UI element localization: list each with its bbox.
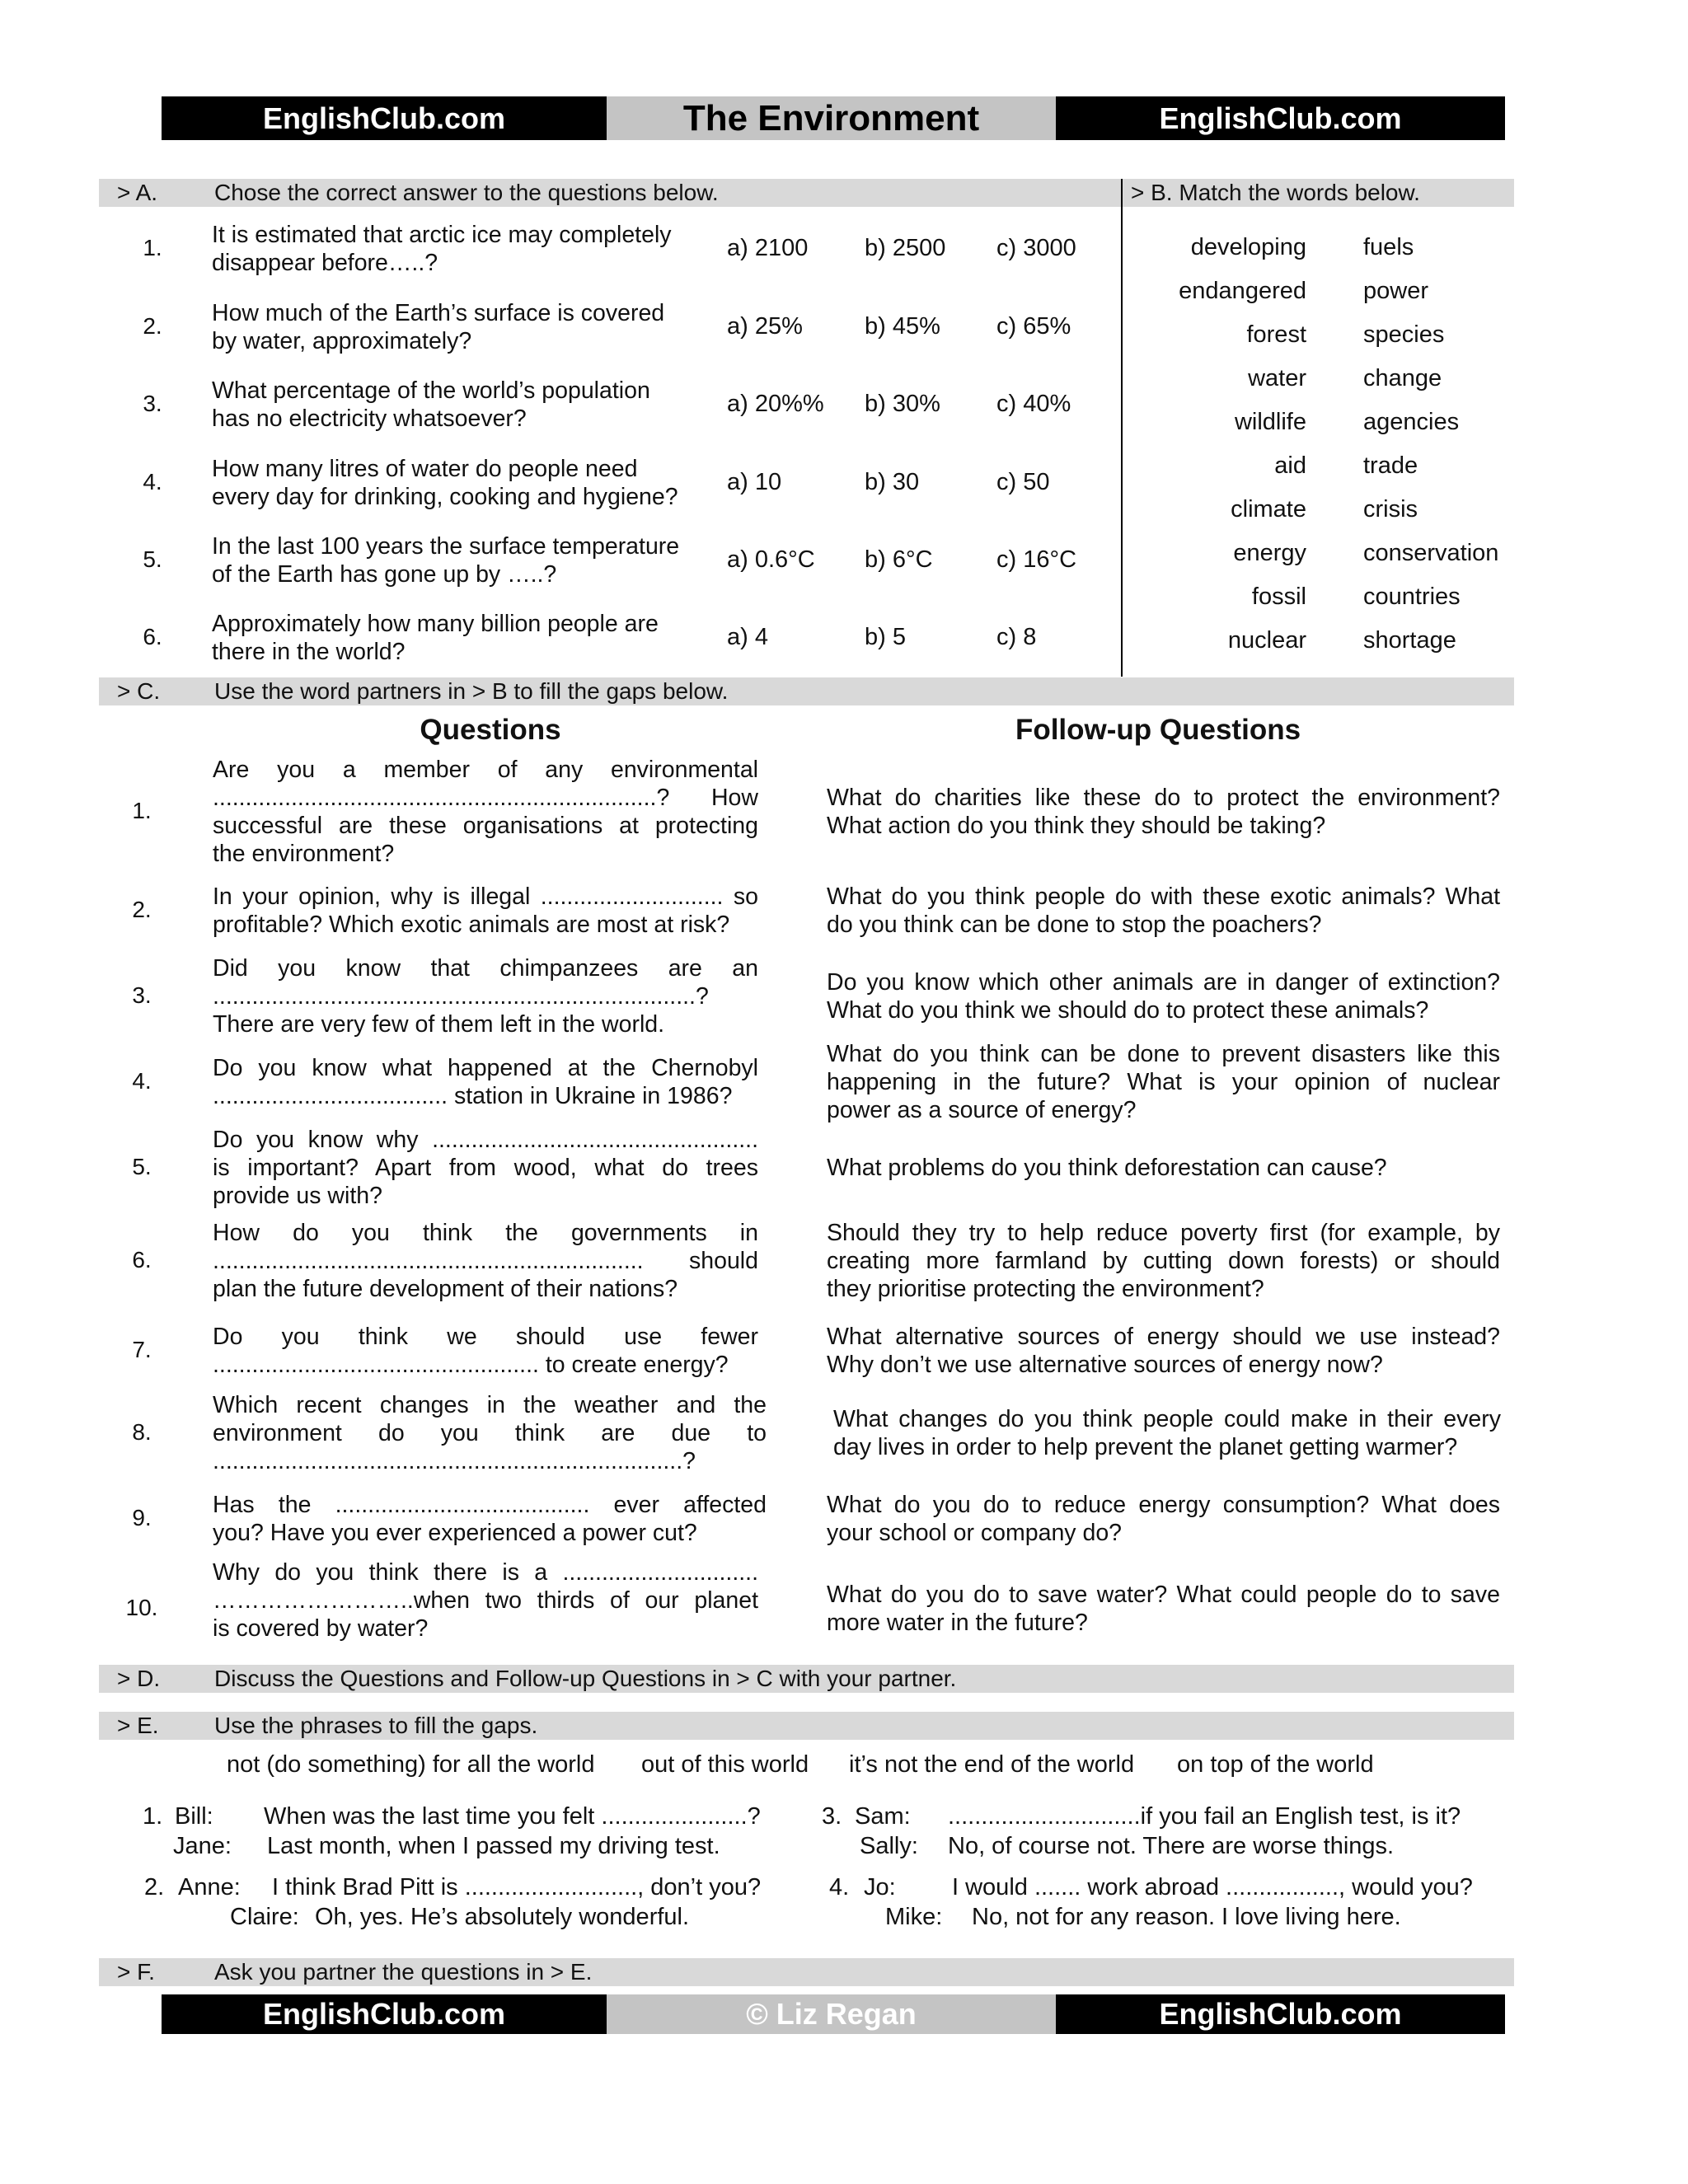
question-line: of the Earth has gone up by …..? — [212, 561, 557, 588]
dialogue-line: When was the last time you felt ......................? — [264, 1803, 761, 1830]
followup-question — [827, 883, 1500, 939]
question-line: .................................... station in Ukraine in 1986? — [213, 1083, 733, 1109]
section-d-band — [99, 1665, 1514, 1693]
answer-option-b[interactable]: b) 6°C — [865, 546, 933, 573]
followup-question — [833, 1405, 1501, 1461]
section-f-tag: > F. — [117, 1959, 155, 1985]
speaker: Jane: — [173, 1833, 232, 1859]
answer-option-a[interactable]: a) 4 — [727, 624, 768, 650]
question-line: is important? Apart from wood, what do trees — [213, 1155, 758, 1181]
footer-bar — [162, 1994, 1505, 2034]
followup-line: creating more farmland by cutting down forests) or should — [827, 1248, 1500, 1274]
answer-option-b[interactable]: b) 2500 — [865, 235, 946, 261]
followup-line: What problems do you think deforestation can cause? — [827, 1155, 1387, 1181]
followup-question — [827, 1581, 1500, 1637]
followup-question — [827, 784, 1500, 840]
followup-line: power as a source of energy? — [827, 1097, 1137, 1123]
question-line: Do you know why .................................................. — [213, 1127, 758, 1153]
answer-option-a[interactable]: a) 10 — [727, 469, 782, 495]
item-number: 6. — [132, 1247, 152, 1272]
question-line: How many litres of water do people need — [212, 456, 638, 482]
dialogue-number: 4. — [829, 1874, 850, 1900]
dialogue-line: Oh, yes. He’s absolutely wonderful. — [315, 1904, 690, 1930]
question-line: Why do you think there is a .............................. — [213, 1559, 758, 1586]
question-number: 2. — [143, 313, 162, 339]
dialogue-line: Last month, when I passed my driving test. — [267, 1833, 720, 1859]
followup-line: more water in the future? — [827, 1610, 1088, 1636]
item-question — [213, 1491, 767, 1547]
header-bar — [162, 96, 1505, 140]
followup-line: day lives in order to help prevent the planet getting warmer? — [833, 1434, 1458, 1460]
answer-option-b[interactable]: b) 30% — [865, 391, 940, 417]
question-line: is covered by water? — [213, 1615, 429, 1642]
word-left[interactable]: energy — [1233, 540, 1306, 566]
word-left[interactable]: endangered — [1179, 278, 1306, 304]
word-right[interactable]: countries — [1363, 583, 1461, 610]
question-line: .................................................. to create energy? — [213, 1352, 729, 1378]
word-right[interactable]: conservation — [1363, 540, 1499, 566]
speaker: Mike: — [885, 1904, 943, 1930]
question-number: 4. — [143, 469, 162, 494]
word-right[interactable]: shortage — [1363, 627, 1456, 654]
followup-line: they prioritise protecting the environment? — [827, 1276, 1264, 1302]
followup-line: your school or company do? — [827, 1520, 1123, 1546]
dialogue-line: I think Brad Pitt is .........................., don’t you? — [272, 1874, 762, 1900]
question-line: How do you think the governments in — [213, 1220, 758, 1246]
section-c-band — [99, 677, 1514, 705]
followup-question — [827, 1491, 1500, 1547]
followup-heading: Follow-up Questions — [1015, 714, 1301, 746]
phrase: out of this world — [641, 1751, 809, 1778]
answer-option-a[interactable]: a) 0.6°C — [727, 546, 815, 573]
item-question — [213, 756, 758, 868]
word-left[interactable]: developing — [1190, 234, 1306, 260]
header-brand-left: EnglishClub.com — [162, 96, 607, 140]
question-line: every day for drinking, cooking and hygiene? — [212, 484, 678, 510]
followup-line: What do you think can be done to prevent disasters like this — [827, 1041, 1500, 1067]
question-number: 3. — [143, 391, 162, 416]
word-left[interactable]: climate — [1231, 496, 1306, 523]
question-line: In the last 100 years the surface temperature — [212, 533, 680, 560]
section-a-tag: > A. — [117, 180, 158, 205]
question-line: disappear before…..? — [212, 250, 438, 276]
section-c-instruction: Use the word partners in > B to fill the gaps below. — [214, 678, 729, 704]
phrase: not (do something) for all the world — [227, 1751, 595, 1778]
question-line: There are very few of them left in the world. — [213, 1011, 665, 1038]
answer-option-a[interactable]: a) 25% — [727, 313, 803, 340]
question-line: there in the world? — [212, 639, 406, 665]
item-question — [213, 954, 758, 1038]
question-line: Do you know what happened at the Chernobyl — [213, 1055, 758, 1081]
section-e-tag: > E. — [117, 1713, 159, 1738]
question-line: Are you a member of any environmental — [213, 757, 758, 783]
followup-question — [827, 1040, 1500, 1124]
footer-brand-right: EnglishClub.com — [1056, 1994, 1505, 2034]
section-f-instruction: Ask you partner the questions in > E. — [214, 1959, 593, 1985]
word-right[interactable]: crisis — [1363, 496, 1418, 523]
followup-question — [827, 1154, 1500, 1182]
followup-line: What changes do you think people could make in their every — [833, 1406, 1501, 1432]
question-line: It is estimated that arctic ice may completely — [212, 222, 672, 248]
question-line: environment do you think are due to — [213, 1420, 767, 1446]
word-right[interactable]: trade — [1363, 452, 1418, 479]
question-number: 1. — [143, 235, 162, 260]
word-left[interactable]: nuclear — [1227, 627, 1306, 654]
speaker: Jo: — [864, 1874, 896, 1900]
item-number: 4. — [132, 1068, 152, 1094]
question-line: ........................................................................? — [213, 1448, 696, 1474]
followup-line: What do you do to reduce energy consumption? What does — [827, 1492, 1500, 1518]
question-line: profitable? Which exotic animals are most at risk? — [213, 912, 730, 938]
section-f-band — [99, 1958, 1514, 1986]
question-line: .................................................................. should — [213, 1248, 758, 1274]
question-line: Which recent changes in the weather and the — [213, 1392, 767, 1418]
question-number: 5. — [143, 546, 162, 572]
followup-line: What do charities like these do to protect the environment? — [827, 785, 1500, 811]
word-right[interactable]: power — [1363, 278, 1428, 304]
answer-option-a[interactable]: a) 2100 — [727, 235, 809, 261]
question-line: Do you think we should use fewer — [213, 1324, 758, 1350]
section-b-instruction: > B. Match the words below. — [1131, 180, 1420, 205]
followup-line: What action do you think they should be taking? — [827, 813, 1326, 839]
dialogue-line: I would ....... work abroad ................., would you? — [952, 1874, 1473, 1900]
answer-option-c[interactable]: c) 8 — [996, 624, 1037, 650]
item-number: 1. — [132, 798, 152, 823]
question-line: What percentage of the world’s population — [212, 377, 650, 404]
item-number: 7. — [132, 1337, 152, 1362]
section-a-instruction: Chose the correct answer to the questions below. — [214, 180, 719, 205]
item-number: 2. — [132, 897, 152, 922]
section-e-band — [99, 1712, 1514, 1740]
answer-option-a[interactable]: a) 20%% — [727, 391, 824, 417]
dialogue-line: No, not for any reason. I love living here. — [972, 1904, 1401, 1930]
question-number: 6. — [143, 624, 162, 649]
answer-option-b[interactable]: b) 30 — [865, 469, 920, 495]
followup-question — [827, 968, 1500, 1024]
question-line: In your opinion, why is illegal ............................ so — [213, 883, 758, 910]
item-question — [213, 1054, 758, 1110]
item-number: 9. — [132, 1505, 152, 1530]
dialogue-number: 1. — [143, 1803, 163, 1830]
answer-option-c[interactable]: c) 50 — [996, 469, 1050, 495]
question-line: by water, approximately? — [212, 328, 472, 354]
questions-heading: Questions — [420, 714, 561, 746]
followup-line: Should they try to help reduce poverty first (for example, by — [827, 1220, 1500, 1246]
speaker: Claire: — [230, 1904, 299, 1930]
word-left[interactable]: fossil — [1251, 583, 1306, 610]
answer-option-c[interactable]: c) 3000 — [996, 235, 1076, 261]
word-right[interactable]: change — [1363, 365, 1442, 391]
item-question — [213, 1126, 758, 1210]
word-right[interactable]: species — [1363, 321, 1445, 348]
followup-line: What do you do to save water? What could people do to save — [827, 1582, 1500, 1608]
item-question — [213, 1323, 758, 1379]
question-line: Has the ....................................... ever affected — [213, 1492, 767, 1518]
header-brand-right: EnglishClub.com — [1056, 96, 1505, 140]
word-right[interactable]: fuels — [1363, 234, 1414, 260]
question-line: Did you know that chimpanzees are an — [213, 955, 758, 982]
followup-line: What do you think we should do to protect these animals? — [827, 997, 1429, 1024]
question-line: Approximately how many billion people are — [212, 611, 659, 637]
followup-line: do you think can be done to stop the poachers? — [827, 912, 1322, 938]
followup-line: happening in the future? What is your opinion of nuclear — [827, 1069, 1500, 1095]
answer-option-c[interactable]: c) 65% — [996, 313, 1071, 340]
section-d-instruction: Discuss the Questions and Follow-up Questions in > C with your partner. — [214, 1666, 957, 1691]
answer-option-b[interactable]: b) 45% — [865, 313, 940, 340]
answer-option-b[interactable]: b) 5 — [865, 624, 906, 650]
speaker: Sally: — [860, 1833, 918, 1859]
question-line: the environment? — [213, 841, 395, 867]
question-line: plan the future development of their nations? — [213, 1276, 678, 1302]
item-number: 8. — [132, 1419, 152, 1445]
question-line: ..........................................................................? — [213, 983, 709, 1010]
question-line: provide us with? — [213, 1183, 382, 1209]
word-left[interactable]: aid — [1274, 452, 1306, 479]
phrase: it’s not the end of the world — [849, 1751, 1135, 1778]
followup-line: What do you think people do with these exotic animals? What — [827, 883, 1500, 910]
page-title: The Environment — [607, 96, 1056, 140]
question-line: you? Have you ever experienced a power cut? — [213, 1520, 697, 1546]
item-number: 5. — [132, 1154, 152, 1179]
dialogue-line: No, of course not. There are worse things. — [948, 1833, 1395, 1859]
followup-line: Why don’t we use alternative sources of energy now? — [827, 1352, 1383, 1378]
item-number: 10. — [125, 1595, 158, 1620]
speaker: Sam: — [855, 1803, 911, 1830]
item-question — [213, 883, 758, 939]
question-line: ……………………..when two thirds of our planet — [213, 1587, 758, 1614]
item-number: 3. — [132, 982, 152, 1008]
section-d-tag: > D. — [117, 1666, 161, 1691]
answer-option-c[interactable]: c) 16°C — [996, 546, 1077, 573]
item-question — [213, 1219, 758, 1303]
item-question — [213, 1558, 758, 1643]
dialogue-line: .............................if you fail an English test, is it? — [948, 1803, 1461, 1830]
word-right[interactable]: agencies — [1363, 409, 1460, 435]
answer-option-c[interactable]: c) 40% — [996, 391, 1071, 417]
followup-line: Do you know which other animals are in danger of extinction? — [827, 969, 1500, 996]
word-left[interactable]: forest — [1246, 321, 1306, 348]
section-e-instruction: Use the phrases to fill the gaps. — [214, 1713, 538, 1738]
question-line: ....................................................................? How — [213, 785, 758, 811]
question-line: successful are these organisations at protecting — [213, 813, 758, 839]
followup-question — [827, 1323, 1500, 1379]
dialogue-number: 2. — [144, 1874, 165, 1900]
section-b-band — [1123, 179, 1514, 207]
question-line: has no electricity whatsoever? — [212, 405, 527, 432]
section-a-band — [99, 179, 1121, 207]
word-left[interactable]: water — [1248, 365, 1306, 391]
phrase: on top of the world — [1177, 1751, 1374, 1778]
followup-question — [827, 1219, 1500, 1303]
word-left[interactable]: wildlife — [1234, 409, 1306, 435]
item-question — [213, 1391, 767, 1475]
footer-brand-left: EnglishClub.com — [162, 1994, 607, 2034]
footer-copyright: © Liz Regan — [607, 1994, 1056, 2034]
speaker: Bill: — [175, 1803, 213, 1830]
question-line: How much of the Earth’s surface is covered — [212, 300, 665, 326]
section-c-tag: > C. — [117, 678, 161, 704]
dialogue-number: 3. — [822, 1803, 842, 1830]
speaker: Anne: — [178, 1874, 241, 1900]
followup-line: What alternative sources of energy should we use instead? — [827, 1324, 1500, 1350]
